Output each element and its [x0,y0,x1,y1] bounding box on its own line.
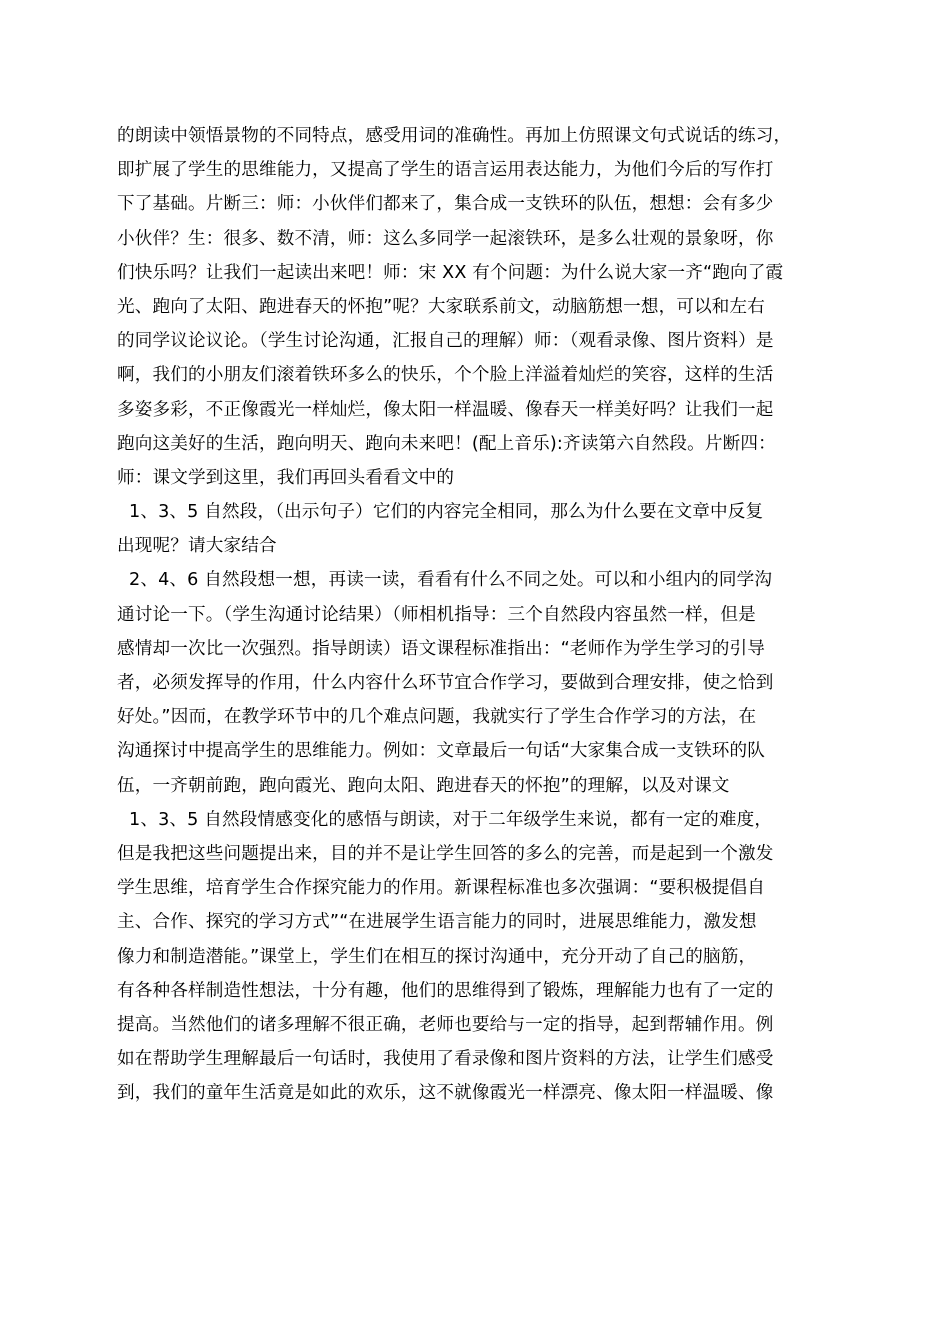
text-line: 的同学议论议论。（学生讨论沟通，汇报自己的理解）师：（观看录像、图片资料）是 [117,331,774,352]
text-line: 多姿多彩，不正像霞光一样灿烂，像太阳一样温暖、像春天一样美好吗？让我们一起 [117,399,774,420]
text-line: 2、4、6 自然段想一想，再读一读，看看有什么不同之处。可以和小组内的同学沟 [129,570,773,591]
text-line: 如在帮助学生理解最后一句话时，我使用了看录像和图片资料的方法，让学生们感受 [117,1049,774,1070]
text-line: 即扩展了学生的思维能力，又提高了学生的语言运用表达能力，为他们今后的写作打 [117,160,774,181]
text-line: 到，我们的童年生活竟是如此的欢乐，这不就像霞光一样漂亮、像太阳一样温暖、像 [117,1083,774,1104]
text-line: 们快乐吗？让我们一起读出来吧！师：宋 XX 有个问题：为什么说大家一齐“跑向了霞 [117,262,784,283]
text-line: 感情却一次比一次强烈。指导朗读）语文课程标准指出：“老师作为学生学习的引导 [117,638,766,659]
text-line: 啊，我们的小朋友们滚着铁环多么的快乐，个个脸上洋溢着灿烂的笑容，这样的生活 [117,365,774,386]
text-line: 1、3、5 自然段，（出示句子）它们的内容完全相同，那么为什么要在文章中反复 [129,502,764,523]
text-line: 跑向这美好的生活，跑向明天、跑向未来吧！(配上音乐):齐读第六自然段。片断四： [117,433,776,454]
text-line: 者，必须发挥导的作用，什么内容什么环节宜合作学习，要做到合理安排，使之恰到 [117,673,774,693]
text-line: 伍，一齐朝前跑，跑向霞光、跑向太阳、跑进春天的怀抱”的理解，以及对课文 [117,775,730,796]
text-line: 像力和制造潜能。”课堂上，学生们在相互的探讨沟通中，充分开动了自己的脑筋， [117,946,757,967]
text-line: 通讨论一下。（学生沟通讨论结果）（师相机指导：三个自然段内容虽然一样，但是 [117,604,756,625]
text-line: 提高。当然他们的诸多理解不很正确，老师也要给与一定的指导，起到帮辅作用。例 [117,1014,774,1035]
text-line: 学生思维，培育学生合作探究能力的作用。新课程标准也多次强调：“要积极提倡自 [117,878,766,899]
text-line: 沟通探讨中提高学生的思维能力。例如：文章最后一句话“大家集合成一支铁环的队 [117,741,766,762]
text-line: 主、合作、探究的学习方式”“在进展学生语言能力的同时，进展思维能力，激发想 [117,912,757,933]
text-line: 小伙伴？生：很多、数不清，师：这么多同学一起滚铁环，是多么壮观的景象呀，你 [117,228,774,249]
text-line: 光、跑向了太阳、跑进春天的怀抱”呢？大家联系前文，动脑筋想一想，可以和左右 [117,296,766,317]
text-line: 1、3、5 自然段情感变化的感悟与朗读，对于二年级学生来说，都有一定的难度， [129,809,773,830]
text-line: 的朗读中领悟景物的不同特点，感受用词的准确性。再加上仿照课文句式说话的练习， [117,126,792,146]
text-line: 但是我把这些问题提出来，目的并不是让学生回答的多么的完善，而是起到一个激发 [117,843,774,864]
text-line: 有各种各样制造性想法，十分有趣，他们的思维得到了锻炼，理解能力也有了一定的 [117,980,774,1001]
text-line: 下了基础。片断三：师：小伙伴们都来了，集合成一支铁环的队伍，想想：会有多少 [117,194,774,215]
text-line: 好处。”因而，在教学环节中的几个难点问题，我就实行了学生合作学习的方法，在 [117,707,757,728]
body-text [117,119,837,1110]
text-line: 师：课文学到这里，我们再回头看看文中的 [117,467,455,488]
text-line: 出现呢？请大家结合 [117,536,277,557]
